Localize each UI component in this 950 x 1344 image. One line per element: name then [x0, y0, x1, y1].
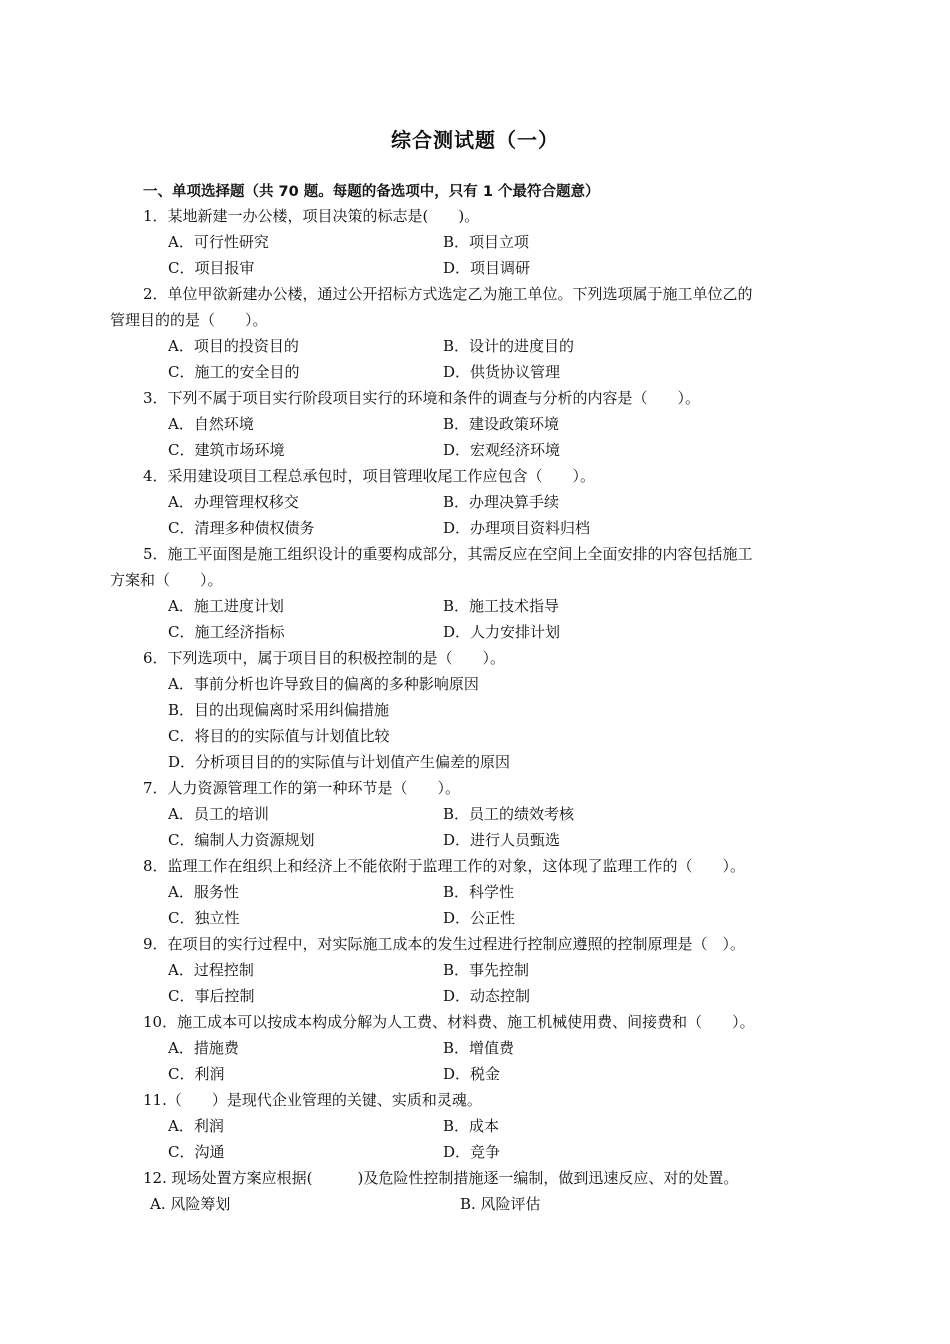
question-stem: 11.（ ）是现代企业管理的关键、实质和灵魂。	[143, 1091, 482, 1109]
option-b: B．事先控制	[443, 961, 530, 979]
option-d: D．人力安排计划	[443, 623, 561, 641]
question-stem: 1．某地新建一办公楼，项目决策的标志是( )。	[143, 207, 480, 225]
option-row	[110, 1113, 840, 1139]
question-7	[110, 775, 840, 853]
option-b: B．科学性	[443, 883, 515, 901]
question-11	[110, 1087, 840, 1165]
option-c: C．利润	[168, 1065, 225, 1083]
option-a: A．自然环境	[168, 415, 254, 433]
option-d: D．公正性	[443, 909, 516, 927]
option-d: D．进行人员甄选	[443, 831, 561, 849]
question-1	[110, 203, 840, 281]
question-4	[110, 463, 840, 541]
option-c: C．施工的安全目的	[168, 363, 300, 381]
option-c: C．施工经济指标	[168, 623, 285, 641]
option-row	[110, 489, 840, 515]
option-a: A．员工的培训	[168, 805, 269, 823]
question-12	[110, 1165, 840, 1217]
option-a: A．服务性	[168, 883, 239, 901]
option-a: A. 风险筹划	[150, 1195, 231, 1213]
question-stem: 6．下列选项中，属于项目目的积极控制的是（ ）。	[143, 649, 506, 667]
option-c: C．建筑市场环境	[168, 441, 285, 459]
question-stem: 10．施工成本可以按成本构成分解为人工费、材料费、施工机械使用费、间接费和（ ）。	[143, 1013, 755, 1031]
question-stem-continued: 管理目的的是（ ）。	[110, 311, 268, 329]
question-stem: 8．监理工作在组织上和经济上不能依附于监理工作的对象，这体现了监理工作的（ ）。	[143, 857, 746, 875]
option-b: B．员工的绩效考核	[443, 805, 575, 823]
option-c: C．事后控制	[168, 987, 255, 1005]
option-d: D．分析项目目的的实际值与计划值产生偏差的原因	[168, 753, 511, 771]
option-c: C．编制人力资源规划	[168, 831, 315, 849]
option-b: B．施工技术指导	[443, 597, 560, 615]
option-b: B．成本	[443, 1117, 500, 1135]
option-a: A．事前分析也许导致目的偏离的多种影响原因	[168, 675, 479, 693]
option-c: C．沟通	[168, 1143, 225, 1161]
option-row	[110, 905, 840, 931]
option-d: D．办理项目资料归档	[443, 519, 591, 537]
question-stem: 7．人力资源管理工作的第一种环节是（ ）。	[143, 779, 461, 797]
option-row	[110, 957, 840, 983]
option-row	[110, 1191, 840, 1217]
option-b: B．设计的进度目的	[443, 337, 575, 355]
question-stem: 4．采用建设项目工程总承包时，项目管理收尾工作应包含（ ）。	[143, 467, 596, 485]
option-b: B．增值费	[443, 1039, 515, 1057]
option-b: B．目的出现偏离时采用纠偏措施	[168, 701, 390, 719]
option-row	[110, 437, 840, 463]
option-c: C．独立性	[168, 909, 240, 927]
option-row	[110, 827, 840, 853]
option-a: A．办理管理权移交	[168, 493, 299, 511]
question-2	[110, 281, 840, 385]
option-row	[110, 255, 840, 281]
option-row	[110, 593, 840, 619]
question-10	[110, 1009, 840, 1087]
question-3	[110, 385, 840, 463]
option-d: D．宏观经济环境	[443, 441, 561, 459]
option-row	[110, 879, 840, 905]
option-a: A．措施费	[168, 1039, 239, 1057]
option-c: C．项目报审	[168, 259, 255, 277]
option-a: A．过程控制	[168, 961, 254, 979]
question-stem: 5．施工平面图是施工组织设计的重要构成部分，其需反应在空间上全面安排的内容包括施工	[143, 545, 753, 563]
question-5	[110, 541, 840, 645]
option-a: A．可行性研究	[168, 233, 269, 251]
option-b: B．项目立项	[443, 233, 530, 251]
option-b: B．办理决算手续	[443, 493, 560, 511]
question-stem-continued: 方案和（ ）。	[110, 571, 223, 589]
option-row	[110, 229, 840, 255]
question-9	[110, 931, 840, 1009]
option-d: D．动态控制	[443, 987, 531, 1005]
option-a: A．利润	[168, 1117, 224, 1135]
section-heading: 一、单项选择题（共 70 题。每题的备选项中，只有 1 个最符合题意）	[143, 184, 600, 200]
question-stem: 12. 现场处置方案应根据( )及危险性控制措施逐一编制，做到迅速反应、对的处置。	[143, 1169, 739, 1187]
question-6	[110, 645, 840, 775]
option-row	[110, 359, 840, 385]
option-c: C．清理多种债权债务	[168, 519, 315, 537]
option-row	[110, 1061, 840, 1087]
question-list	[110, 203, 840, 1217]
option-row	[110, 801, 840, 827]
option-row	[110, 1035, 840, 1061]
question-stem: 2．单位甲欲新建办公楼，通过公开招标方式选定乙为施工单位。下列选项属于施工单位乙的	[143, 285, 753, 303]
option-row	[110, 1139, 840, 1165]
option-b: B．建设政策环境	[443, 415, 560, 433]
option-c: C．将目的的实际值与计划值比较	[168, 727, 390, 745]
document-title: 综合测试题（一）	[391, 128, 559, 152]
option-row	[110, 619, 840, 645]
option-row	[110, 983, 840, 1009]
question-8	[110, 853, 840, 931]
option-d: D．竞争	[443, 1143, 501, 1161]
option-d: D．项目调研	[443, 259, 531, 277]
option-row	[110, 515, 840, 541]
question-stem: 9．在项目的实行过程中，对实际施工成本的发生过程进行控制应遵照的控制原理是（ ）。	[143, 935, 746, 953]
option-a: A．项目的投资目的	[168, 337, 299, 355]
option-b: B. 风险评估	[460, 1195, 541, 1213]
question-stem: 3．下列不属于项目实行阶段项目实行的环境和条件的调查与分析的内容是（ ）。	[143, 389, 701, 407]
option-row	[110, 411, 840, 437]
option-d: D．供货协议管理	[443, 363, 561, 381]
option-a: A．施工进度计划	[168, 597, 284, 615]
option-d: D．税金	[443, 1065, 501, 1083]
option-row	[110, 333, 840, 359]
